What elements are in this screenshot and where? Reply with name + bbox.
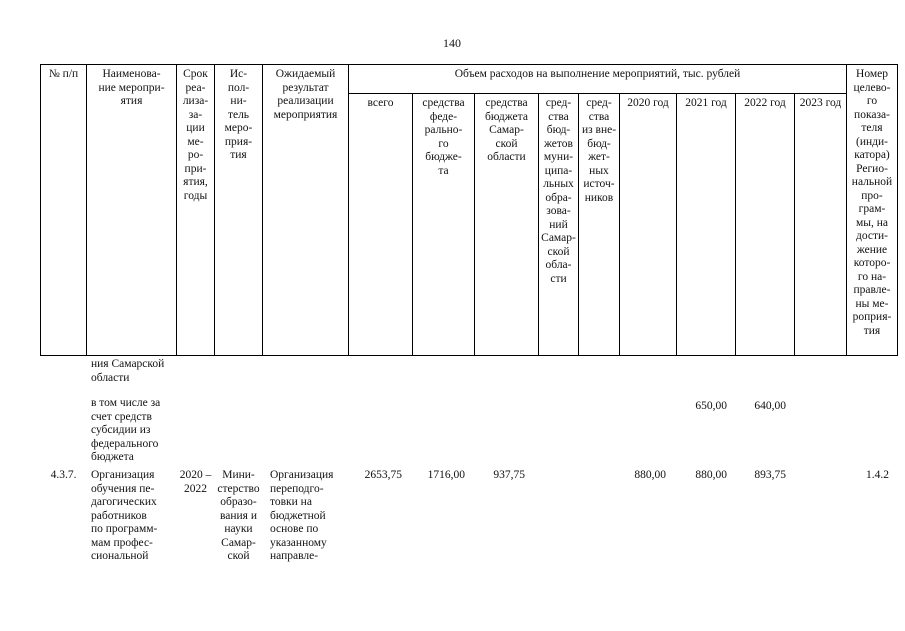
header-federal: средства феде- рально- го бюдже- та bbox=[422, 97, 465, 177]
header-indicator: Номер целево- го показа- теля (инди- катора) Регио- нальной про- грам- мы, на дости- жение которо- го на- правле- ны ме- роприя- тия bbox=[851, 68, 893, 337]
row-result: Организация переподго- товки на бюджетной основе по указанному направле- bbox=[270, 469, 334, 562]
subsidy-name: в том числе за счет средств субсидии из федерального бюджета bbox=[91, 397, 161, 463]
header-municipal: сред- ства бюд- жетов муни- ципа- льных обра- зова- ний Самар- ской обла- сти bbox=[541, 97, 576, 285]
header-name: Наименова- ние меропри- ятия bbox=[98, 68, 165, 107]
header-2023: 2023 год bbox=[799, 97, 842, 109]
row-num: 4.3.7. bbox=[50, 469, 77, 481]
header-num: № п/п bbox=[48, 68, 79, 80]
row-regional: 937,75 bbox=[493, 469, 525, 481]
header-total: всего bbox=[367, 97, 394, 109]
header-2021: 2021 год bbox=[685, 97, 727, 109]
header-2022: 2022 год bbox=[744, 97, 786, 109]
row-executor: Мини- стерство образо- вания и науки Самар- ской bbox=[217, 469, 260, 562]
header-result: Ожидаемый результат реализации мероприятия bbox=[273, 68, 338, 121]
header-volume-group: Объем расходов на выполнение мероприятий, тыс. рублей bbox=[454, 68, 741, 80]
row-indicator: 1.4.2 bbox=[866, 469, 889, 481]
row-2022: 893,75 bbox=[754, 469, 786, 481]
header-2020: 2020 год bbox=[627, 97, 669, 109]
subsidy-2022: 640,00 bbox=[754, 400, 786, 412]
header-executor: Ис- пол- ни- тель меро- прия- тия bbox=[224, 68, 253, 161]
continuation-name: ния Самарской области bbox=[91, 358, 165, 384]
header-term: Срок реа- лиза- за- ции ме- ро- при- ятия, годы bbox=[182, 68, 209, 202]
row-term: 2020 – 2022 bbox=[179, 469, 212, 495]
subsidy-2021: 650,00 bbox=[695, 400, 727, 412]
row-total: 2653,75 bbox=[364, 469, 402, 481]
row-2020: 880,00 bbox=[634, 469, 666, 481]
page-number: 140 bbox=[443, 36, 461, 50]
row-name: Организация обучения пе- дагогических работников по программ- мам профес- сиональной bbox=[91, 469, 158, 562]
header-regional: средства бюджета Самар- ской области bbox=[485, 97, 528, 163]
row-2021: 880,00 bbox=[695, 469, 727, 481]
header-offbudget: сред- ства из вне- бюд- жет- ных источ- ников bbox=[581, 97, 617, 204]
row-federal: 1716,00 bbox=[427, 469, 465, 481]
